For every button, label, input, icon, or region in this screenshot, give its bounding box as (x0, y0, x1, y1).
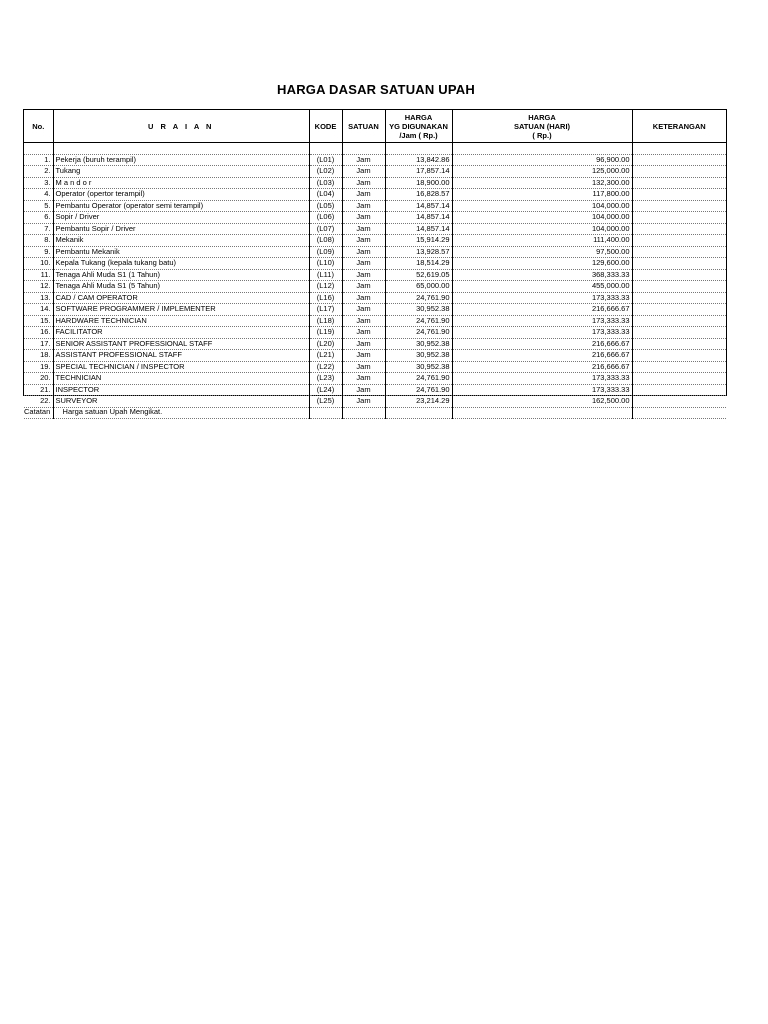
row-price-hour: 24,761.90 (385, 315, 452, 327)
row-description: TECHNICIAN (53, 373, 309, 385)
row-price-day: 162,500.00 (452, 396, 632, 408)
row-number: 7. (24, 223, 53, 235)
row-unit: Jam (342, 200, 385, 212)
row-description: M a n d o r (53, 177, 309, 189)
row-price-day: 216,666.67 (452, 361, 632, 373)
row-description: SENIOR ASSISTANT PROFESSIONAL STAFF (53, 338, 309, 350)
row-price-day: 104,000.00 (452, 223, 632, 235)
row-code: (L05) (309, 200, 342, 212)
table-row (24, 281, 726, 293)
row-code: (L09) (309, 246, 342, 258)
table-row (24, 373, 726, 385)
row-price-day: 216,666.67 (452, 304, 632, 316)
row-description: SURVEYOR (53, 396, 309, 408)
row-remarks (632, 154, 726, 166)
row-remarks (632, 373, 726, 385)
table-row (24, 292, 726, 304)
page-title: HARGA DASAR SATUAN UPAH (277, 82, 475, 97)
row-remarks (632, 384, 726, 396)
row-remarks (632, 223, 726, 235)
row-code: (L23) (309, 373, 342, 385)
row-unit: Jam (342, 315, 385, 327)
row-unit: Jam (342, 338, 385, 350)
row-remarks (632, 281, 726, 293)
row-price-hour: 13,928.57 (385, 246, 452, 258)
row-description: Tukang (53, 166, 309, 178)
row-description: ASSISTANT PROFESSIONAL STAFF (53, 350, 309, 362)
row-price-hour: 24,761.90 (385, 292, 452, 304)
row-description: CAD / CAM OPERATOR (53, 292, 309, 304)
row-description: Pembantu Sopir / Driver (53, 223, 309, 235)
row-number: 1. (24, 154, 53, 166)
header-harga-jam (385, 110, 452, 143)
row-code: (L01) (309, 154, 342, 166)
row-price-hour: 65,000.00 (385, 281, 452, 293)
row-price-day: 104,000.00 (452, 212, 632, 224)
row-number: 6. (24, 212, 53, 224)
row-unit: Jam (342, 373, 385, 385)
row-unit: Jam (342, 269, 385, 281)
row-number: 12. (24, 281, 53, 293)
row-code: (L19) (309, 327, 342, 339)
row-price-hour: 24,761.90 (385, 384, 452, 396)
row-remarks (632, 246, 726, 258)
row-number: 4. (24, 189, 53, 201)
row-code: (L16) (309, 292, 342, 304)
table-row (24, 166, 726, 178)
row-unit: Jam (342, 189, 385, 201)
table-row (24, 200, 726, 212)
row-code: (L10) (309, 258, 342, 270)
row-unit: Jam (342, 304, 385, 316)
row-remarks (632, 396, 726, 408)
row-unit: Jam (342, 223, 385, 235)
row-description: Pembantu Operator (operator semi terampil) (53, 200, 309, 212)
row-unit: Jam (342, 166, 385, 178)
header-harga-jam-line2: YG DIGUNAKAN (389, 121, 448, 131)
row-remarks (632, 304, 726, 316)
row-code: (L06) (309, 212, 342, 224)
header-harga-hari (452, 110, 632, 143)
table-row (24, 189, 726, 201)
row-number: 11. (24, 269, 53, 281)
header-uraian: U R A I A N (53, 110, 309, 143)
table-row (24, 212, 726, 224)
row-price-day: 111,400.00 (452, 235, 632, 247)
row-price-day: 455,000.00 (452, 281, 632, 293)
row-number: 18. (24, 350, 53, 362)
row-price-day: 104,000.00 (452, 200, 632, 212)
row-remarks (632, 315, 726, 327)
row-price-day: 125,000.00 (452, 166, 632, 178)
row-code: (L17) (309, 304, 342, 316)
row-price-day: 132,300.00 (452, 177, 632, 189)
table-row (24, 315, 726, 327)
row-price-day: 173,333.33 (452, 315, 632, 327)
row-number: 10. (24, 258, 53, 270)
row-description: INSPECTOR (53, 384, 309, 396)
footnote-label: Catatan : (24, 407, 55, 416)
row-remarks (632, 166, 726, 178)
table-body (24, 143, 726, 419)
row-description: HARDWARE TECHNICIAN (53, 315, 309, 327)
row-remarks (632, 200, 726, 212)
table-row (24, 246, 726, 258)
table-spacer-row (24, 143, 726, 155)
row-price-hour: 18,900.00 (385, 177, 452, 189)
header-kode: KODE (309, 110, 342, 143)
row-unit: Jam (342, 292, 385, 304)
row-price-hour: 30,952.38 (385, 304, 452, 316)
row-remarks (632, 177, 726, 189)
row-price-day: 97,500.00 (452, 246, 632, 258)
row-unit: Jam (342, 281, 385, 293)
header-harga-hari-line1: HARGA (528, 112, 556, 122)
table-row (24, 223, 726, 235)
row-code: (L20) (309, 338, 342, 350)
row-code: (L04) (309, 189, 342, 201)
row-price-hour: 14,857.14 (385, 223, 452, 235)
row-unit: Jam (342, 327, 385, 339)
row-code: (L07) (309, 223, 342, 235)
table-row (24, 396, 726, 408)
row-remarks (632, 235, 726, 247)
row-remarks (632, 361, 726, 373)
row-unit: Jam (342, 235, 385, 247)
row-description: FACILITATOR (53, 327, 309, 339)
row-price-day: 173,333.33 (452, 384, 632, 396)
row-number: 3. (24, 177, 53, 189)
row-code: (L18) (309, 315, 342, 327)
row-code: (L24) (309, 384, 342, 396)
row-code: (L11) (309, 269, 342, 281)
table-row (24, 338, 726, 350)
row-price-day: 216,666.67 (452, 350, 632, 362)
table-row (24, 384, 726, 396)
row-unit: Jam (342, 258, 385, 270)
row-price-hour: 30,952.38 (385, 361, 452, 373)
row-unit: Jam (342, 350, 385, 362)
row-price-day: 117,800.00 (452, 189, 632, 201)
row-description: Tenaga Ahli Muda S1 (5 Tahun) (53, 281, 309, 293)
table-row (24, 235, 726, 247)
row-description: Tenaga Ahli Muda S1 (1 Tahun) (53, 269, 309, 281)
table-row (24, 177, 726, 189)
row-remarks (632, 327, 726, 339)
header-no: No. (24, 110, 53, 143)
table-row (24, 304, 726, 316)
row-price-day: 129,600.00 (452, 258, 632, 270)
row-price-day: 173,333.33 (452, 292, 632, 304)
row-number: 2. (24, 166, 53, 178)
header-satuan: SATUAN (342, 110, 385, 143)
wage-table (24, 110, 726, 419)
row-number: 19. (24, 361, 53, 373)
row-remarks (632, 269, 726, 281)
row-price-hour: 13,842.86 (385, 154, 452, 166)
row-number: 13. (24, 292, 53, 304)
header-harga-jam-line3: /Jam ( Rp.) (399, 130, 438, 140)
row-code: (L12) (309, 281, 342, 293)
row-price-hour: 24,761.90 (385, 373, 452, 385)
header-keterangan: KETERANGAN (632, 110, 726, 143)
row-price-hour: 16,828.57 (385, 189, 452, 201)
footnote-text: Harga satuan Upah Mengikat. (62, 407, 163, 416)
row-remarks (632, 258, 726, 270)
row-description: SOFTWARE PROGRAMMER / IMPLEMENTER (53, 304, 309, 316)
table-header-row (24, 110, 726, 143)
row-number: 9. (24, 246, 53, 258)
row-description: Kepala Tukang (kepala tukang batu) (53, 258, 309, 270)
row-number: 20. (24, 373, 53, 385)
row-unit: Jam (342, 212, 385, 224)
row-remarks (632, 350, 726, 362)
row-code: (L03) (309, 177, 342, 189)
row-remarks (632, 212, 726, 224)
row-price-hour: 18,514.29 (385, 258, 452, 270)
row-description: Sopir / Driver (53, 212, 309, 224)
row-description: Operator (opertor terampil) (53, 189, 309, 201)
row-code: (L21) (309, 350, 342, 362)
row-price-hour: 14,857.14 (385, 212, 452, 224)
row-description: Mekanik (53, 235, 309, 247)
row-price-hour: 52,619.05 (385, 269, 452, 281)
row-code: (L08) (309, 235, 342, 247)
row-price-day: 368,333.33 (452, 269, 632, 281)
row-price-day: 173,333.33 (452, 327, 632, 339)
row-code: (L02) (309, 166, 342, 178)
row-price-hour: 15,914.29 (385, 235, 452, 247)
row-price-day: 216,666.67 (452, 338, 632, 350)
row-number: 21. (24, 384, 53, 396)
row-code: (L22) (309, 361, 342, 373)
header-harga-hari-line3: ( Rp.) (532, 130, 552, 140)
row-description: SPECIAL TECHNICIAN / INSPECTOR (53, 361, 309, 373)
row-code: (L25) (309, 396, 342, 408)
row-number: 8. (24, 235, 53, 247)
row-price-hour: 17,857.14 (385, 166, 452, 178)
row-description: Pembantu Mekanik (53, 246, 309, 258)
header-harga-hari-line2: SATUAN (HARI) (513, 121, 571, 131)
row-number: 17. (24, 338, 53, 350)
row-number: 16. (24, 327, 53, 339)
row-remarks (632, 292, 726, 304)
row-price-day: 96,900.00 (452, 154, 632, 166)
row-remarks (632, 338, 726, 350)
wage-table-frame (23, 109, 727, 406)
row-price-hour: 23,214.29 (385, 396, 452, 408)
table-row (24, 327, 726, 339)
table-row (24, 361, 726, 373)
row-description: Pekerja (buruh terampil) (53, 154, 309, 166)
row-unit: Jam (342, 154, 385, 166)
row-price-hour: 30,952.38 (385, 338, 452, 350)
row-unit: Jam (342, 246, 385, 258)
row-price-day: 173,333.33 (452, 373, 632, 385)
row-number: 5. (24, 200, 53, 212)
row-unit: Jam (342, 177, 385, 189)
row-number: 15. (24, 315, 53, 327)
row-price-hour: 24,761.90 (385, 327, 452, 339)
table-row (24, 269, 726, 281)
table-row (24, 258, 726, 270)
row-unit: Jam (342, 361, 385, 373)
row-number: 22. (24, 396, 53, 408)
table-row (24, 350, 726, 362)
table-row (24, 154, 726, 166)
row-remarks (632, 189, 726, 201)
footnote (24, 407, 168, 416)
row-unit: Jam (342, 396, 385, 408)
row-number: 14. (24, 304, 53, 316)
row-unit: Jam (342, 384, 385, 396)
header-harga-jam-line1: HARGA (404, 112, 433, 122)
row-price-hour: 14,857.14 (385, 200, 452, 212)
row-price-hour: 30,952.38 (385, 350, 452, 362)
